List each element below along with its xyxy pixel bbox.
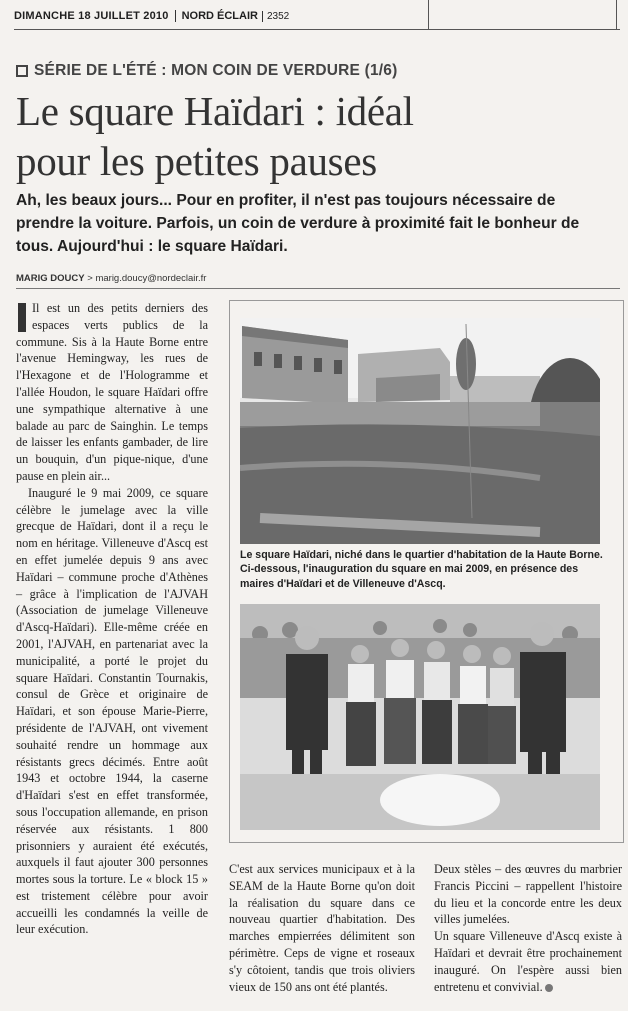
paragraph-steles: Deux stèles – des œuvres du marbrier Francis Piccini – rappellent l'histoire du lieu et la concorde entre les deux villes jumelées. — [434, 862, 622, 927]
page-code: 2352 — [262, 11, 289, 22]
title-line-2: pour les petites pauses — [16, 138, 377, 184]
article-title — [16, 86, 616, 186]
byline — [16, 273, 206, 284]
paragraph-intro: Il est un des petits derniers des espaces verts publics de la commune. Sis à la Haute Borne entre l'avenue Hemingway, les rues de l'Hexagone et de l'Hologramme et l'allée Houdon, le square Haïdari offre une sympathique alternative à une balade au parc de Sainghin. Le temps de laisser les enfants gambader, de lire un bouquin, d'un pique-nique, d'une pause en plein air... — [16, 301, 208, 483]
paragraph-conclusion — [434, 928, 622, 995]
arrow-icon: > — [87, 273, 96, 284]
author-email[interactable]: marig.doucy@nordeclair.fr — [95, 273, 207, 284]
publication-name: NORD ÉCLAIR — [175, 10, 258, 22]
byline-rule — [16, 288, 620, 289]
dropcap-bar-icon — [18, 303, 26, 332]
end-bullet-icon — [545, 984, 553, 992]
page-header — [14, 6, 614, 26]
body-column-1 — [16, 300, 208, 938]
title-line-1: Le square Haïdari : idéal — [16, 88, 414, 134]
paragraph-realisation: C'est aux services municipaux et à la SEAM de la Haute Borne qu'on doit la réalisation du square dans ce nouveau quartier d'habitation. Des marches empierrées délimitent son périmètre. Ceps de vigne et roseaux s'y côtoient, tandis que trois oliviers vieux de 150 ans ont été plantés. — [229, 862, 415, 994]
body-column-2 — [229, 861, 415, 995]
square-landscape-photo — [240, 318, 600, 544]
article-lead: Ah, les beaux jours... Pour en profiter, il n'est pas toujours nécessaire de prendre la voiture. Parfois, un coin de verdure à proximité fait le bonheur de tous. Aujourd'hui : le square Haïdari. — [16, 192, 580, 255]
author-name: MARIG DOUCY — [16, 273, 85, 284]
inauguration-photo — [240, 604, 600, 830]
series-label: SÉRIE DE L'ÉTÉ : MON COIN DE VERDURE (1/6) — [34, 62, 398, 79]
conclusion-text: Un square Villeneuve d'Ascq existe à Haïdari et devrait être prochainement inauguré. On l'espère aussi bien entretenu et convivial. — [434, 929, 622, 994]
issue-date: DIMANCHE 18 JUILLET 2010 — [14, 10, 169, 22]
photo-caption: Le square Haïdari, niché dans le quartier d'habitation de la Haute Borne. Ci-dessous, l'inauguration du square en mai 2009, en présence des maires d'Haïdari et de Villeneuve d'Ascq. — [240, 549, 603, 590]
body-column-3 — [434, 861, 622, 995]
paragraph-inauguration: Inauguré le 9 mai 2009, ce square célèbre le jumelage avec la ville grecque de Haïdari, dont il a reçu le nom en héritage. Villeneuve d'Ascq est en effet jumelée depuis 9 ans avec Haïdari – commune proche d'Athènes – grâce à l'implication de l'AJVAH (Association de jumelage Villeneuve d'Ascq-Haïdari). Elle-même créée en 2001, l'AJVAH, en partenariat avec la municipalité, a porté le projet du square Haïdari. Constantin Tournakis, consul de Grèce et originaire de Haïdari, et son épouse Marie-Pierre, présidente de l'AJVAH, ont vivement souhaité rendre un hommage aux résistants grecs décimés. Entre août 1943 et octobre 1944, la caserne d'Haïdari s'est en effet transformée, sous l'occupation allemande, en prison réservée aux résistants. 1 800 prisonniers y auraient été exécutés, auxquels il faut ajouter 300 personnes mortes sous la torture. Le « block 15 » est tristement célèbre pour avoir accueilli les condamnés la veille de leur exécution. — [16, 485, 208, 937]
header-divider — [428, 0, 429, 29]
header-rule — [14, 29, 620, 30]
header-divider-right — [616, 0, 617, 29]
series-kicker — [16, 62, 397, 80]
checkbox-square-icon — [16, 65, 28, 77]
